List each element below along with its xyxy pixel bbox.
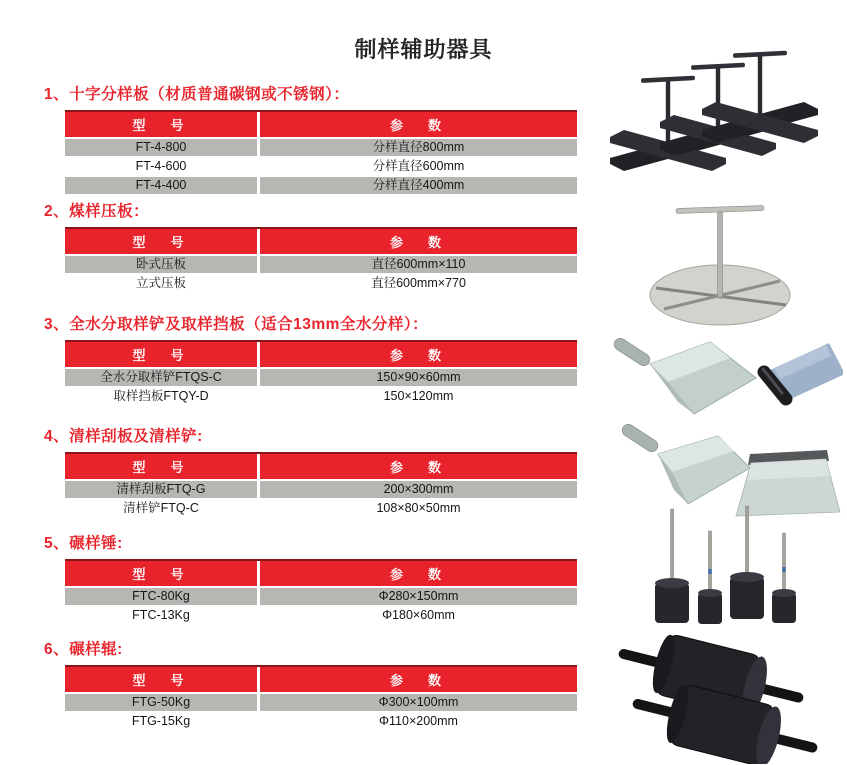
spec-table — [65, 110, 577, 194]
table-row — [65, 481, 577, 498]
model-cell: 清样铲FTQ-C — [65, 500, 260, 517]
table-row — [65, 177, 577, 194]
sample-hammers-photo — [600, 503, 845, 631]
table-header-row — [65, 452, 577, 479]
param-cell: 直径600mm×770 — [371, 276, 466, 290]
param-cell: 直径600mm×110 — [260, 256, 577, 273]
col-header-model: 型 号 — [65, 229, 260, 254]
param-cell: 150×90×60mm — [260, 369, 577, 386]
page-title: 制样辅助器具 — [354, 37, 493, 62]
cross-sample-dividers-photo — [608, 22, 818, 194]
spec-table — [65, 452, 577, 517]
table-row — [65, 275, 577, 292]
table-row — [65, 256, 577, 273]
section-heading: 5、碾样锤: — [44, 535, 123, 552]
col-header-param: 参 数 — [389, 348, 447, 363]
table-row — [65, 588, 577, 605]
model-cell: 立式压板 — [65, 275, 260, 292]
col-header-param: 参 数 — [389, 118, 447, 133]
param-cell: 分样直径400mm — [260, 177, 577, 194]
table-header-row — [65, 340, 577, 367]
table-row — [65, 388, 577, 405]
col-header-model: 型 号 — [65, 112, 260, 137]
section-heading: 1、十字分样板（材质普通碳钢或不锈钢）： — [44, 86, 350, 103]
model-cell: 全水分取样铲FTQS-C — [65, 369, 260, 386]
model-cell: FTC-13Kg — [65, 607, 260, 624]
section-cross-dividers — [44, 85, 579, 194]
model-cell: 取样挡板FTQY-D — [65, 388, 260, 405]
param-cell: Φ280×150mm — [260, 588, 577, 605]
param-cell: Φ110×200mm — [379, 714, 458, 728]
section-heading: 3、全水分取样铲及取样挡板（适合13mm全水分样）： — [44, 316, 429, 333]
vertical-press-plate-photo — [618, 192, 823, 330]
model-cell: 清样刮板FTQ-G — [65, 481, 260, 498]
param-cell: 200×300mm — [260, 481, 577, 498]
section-sample-hammer — [44, 534, 579, 624]
col-header-model: 型 号 — [65, 342, 260, 367]
table-row — [65, 158, 577, 175]
table-row — [65, 607, 577, 624]
moisture-scoop-and-baffle-photo — [598, 326, 843, 422]
section-cleaning-scraper — [44, 427, 579, 517]
col-header-model: 型 号 — [65, 561, 260, 586]
section-coal-press — [44, 202, 579, 292]
col-header-model: 型 号 — [65, 667, 260, 692]
sample-rollers-photo — [602, 634, 847, 764]
param-cell: 108×80×50mm — [376, 501, 461, 515]
col-header-param: 参 数 — [389, 460, 447, 475]
spec-table — [65, 340, 577, 405]
model-cell: 卧式压板 — [65, 256, 260, 273]
model-cell: FT-4-600 — [65, 158, 260, 175]
section-heading: 4、清样刮板及清样铲: — [44, 428, 203, 445]
table-row — [65, 713, 577, 730]
param-cell: Φ300×100mm — [260, 694, 577, 711]
col-header-param: 参 数 — [389, 235, 447, 250]
model-cell: FTC-80Kg — [65, 588, 260, 605]
table-header-row — [65, 665, 577, 692]
col-header-param: 参 数 — [389, 673, 447, 688]
table-header-row — [65, 227, 577, 254]
param-cell: 分样直径600mm — [372, 159, 465, 173]
table-header-row — [65, 110, 577, 137]
section-heading: 6、碾样辊: — [44, 641, 123, 658]
spec-table — [65, 559, 577, 624]
param-cell: Φ180×60mm — [382, 608, 455, 622]
model-cell: FT-4-400 — [65, 177, 260, 194]
table-row — [65, 694, 577, 711]
spec-table — [65, 665, 577, 730]
table-row — [65, 369, 577, 386]
col-header-param: 参 数 — [389, 567, 447, 582]
param-cell: 分样直径800mm — [260, 139, 577, 156]
param-cell: 150×120mm — [383, 389, 454, 403]
section-sample-roller — [44, 640, 579, 730]
section-heading: 2、煤样压板： — [44, 203, 150, 220]
table-row — [65, 139, 577, 156]
section-moisture-scoop — [44, 315, 579, 405]
spec-table — [65, 227, 577, 292]
table-row — [65, 500, 577, 517]
table-header-row — [65, 559, 577, 586]
model-cell: FTG-50Kg — [65, 694, 260, 711]
col-header-model: 型 号 — [65, 454, 260, 479]
model-cell: FT-4-800 — [65, 139, 260, 156]
model-cell: FTG-15Kg — [65, 713, 260, 730]
